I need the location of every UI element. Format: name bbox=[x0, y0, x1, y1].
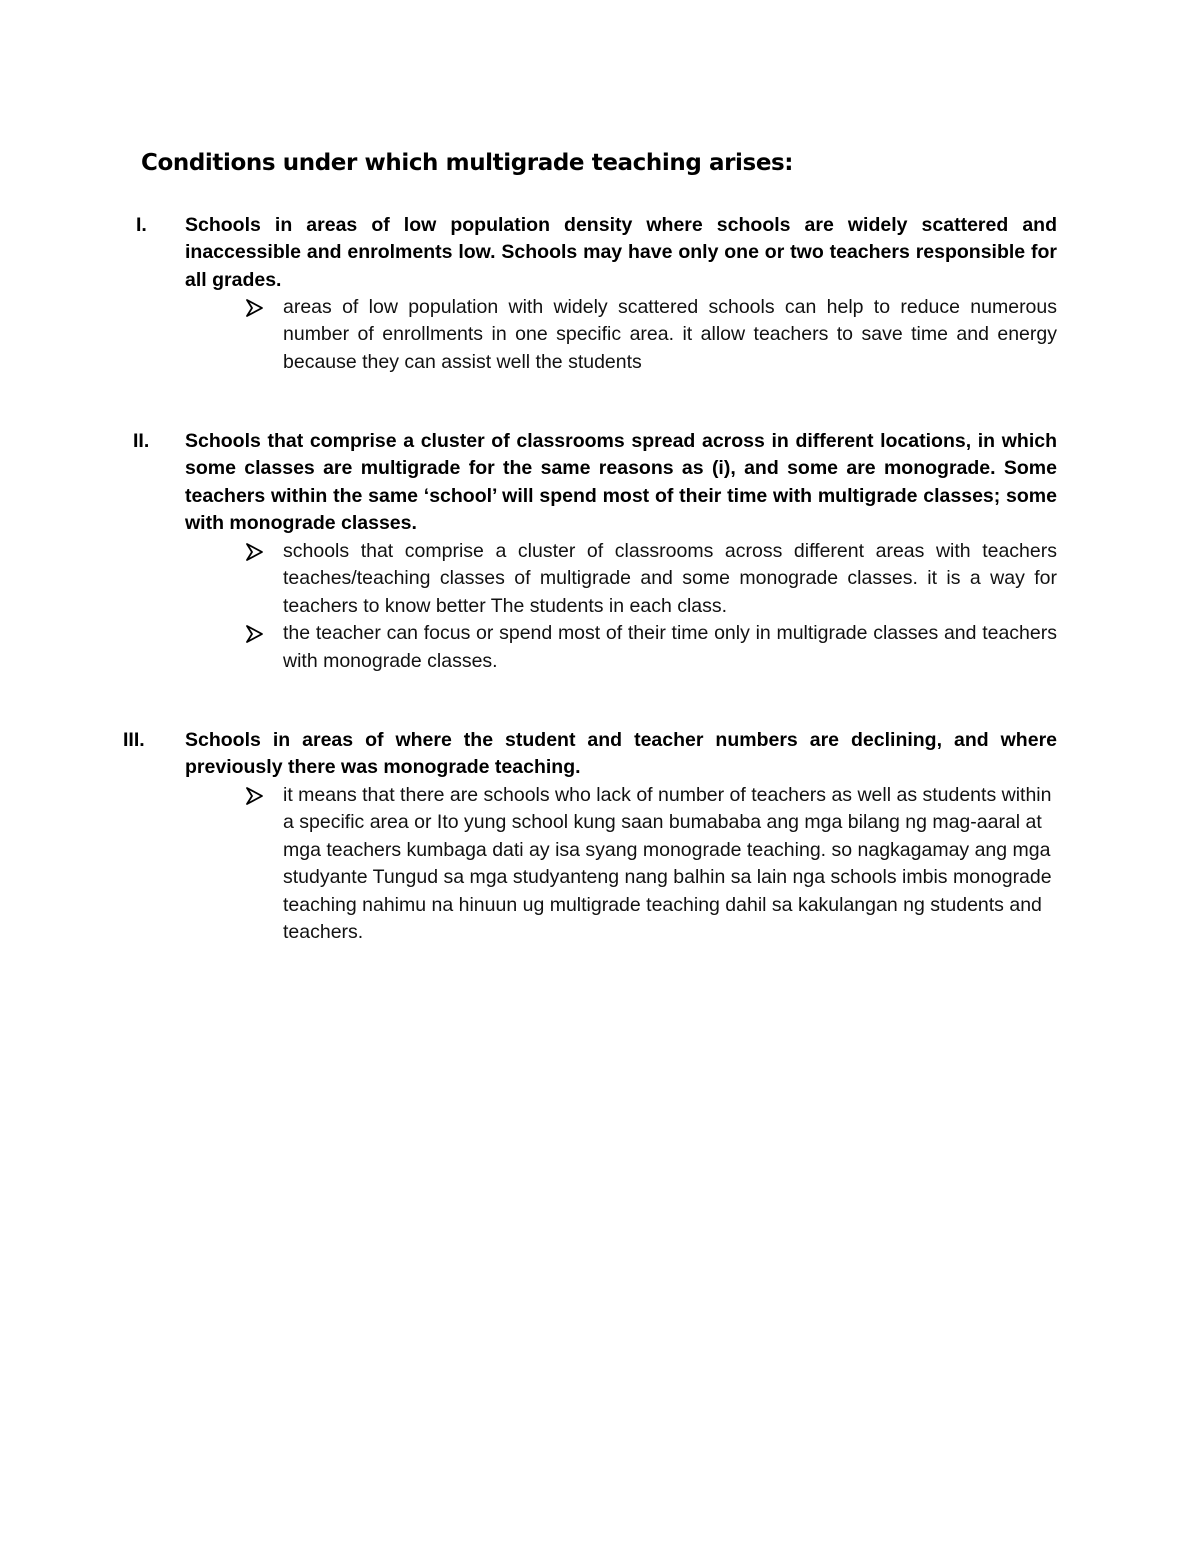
section-numeral: III. bbox=[123, 729, 145, 751]
bullet-list bbox=[245, 782, 1057, 946]
section-heading: Schools that comprise a cluster of classrooms spread across in different locations, in which some classes are multigrade for the same reasons as (i), and some are monograde. Some teachers within the same ‘school’ will spend most of their time with multigrade classes; some with monograde classes. bbox=[185, 430, 1057, 535]
bullet-text: areas of low population with widely scattered schools can help to reduce numerous number of enrollments in one specific area. it allow teachers to save time and energy because they can assist well the students bbox=[283, 296, 1057, 373]
bullet-text: schools that comprise a cluster of classrooms across different areas with teachers teaches/teaching classes of multigrade and some monograde classes. it is a way for teachers to know better The students in each class. bbox=[283, 540, 1057, 617]
section-heading: Schools in areas of low population density where schools are widely scattered and inaccessible and enrolments low. Schools may have only one or two teachers responsible for all grades. bbox=[185, 214, 1057, 291]
section-heading: Schools in areas of where the student and teacher numbers are declining, and where previously there was monograde teaching. bbox=[185, 729, 1057, 779]
document-title: Conditions under which multigrade teaching arises: bbox=[141, 150, 794, 176]
section-numeral: II. bbox=[133, 430, 150, 452]
list-item bbox=[245, 782, 1057, 946]
arrow-bullet-icon bbox=[245, 787, 263, 805]
section-numeral: I. bbox=[136, 214, 147, 236]
list-item bbox=[245, 294, 1057, 376]
bullet-list bbox=[245, 294, 1057, 376]
arrow-bullet-icon bbox=[245, 299, 263, 317]
list-item bbox=[245, 620, 1057, 675]
bullet-text: it means that there are schools who lack of number of teachers as well as students within a specific area or Ito yung school kung saan bumababa ang mga bilang ng mag-aaral at mga teachers kumbaga dati ay isa syang monograde teaching. so nagkagamay ang mga studyante Tungud sa mga studyanteng nang balhin sa lain nga schools imbis monograde teaching nahimu na hinuun ug multigrade teaching dahil sa kakulangan ng students and teachers. bbox=[283, 784, 1052, 944]
list-item bbox=[245, 538, 1057, 620]
arrow-bullet-icon bbox=[245, 543, 263, 561]
bullet-text: the teacher can focus or spend most of their time only in multigrade classes and teachers with monograde classes. bbox=[283, 622, 1057, 672]
arrow-bullet-icon bbox=[245, 625, 263, 643]
bullet-list bbox=[245, 538, 1057, 675]
